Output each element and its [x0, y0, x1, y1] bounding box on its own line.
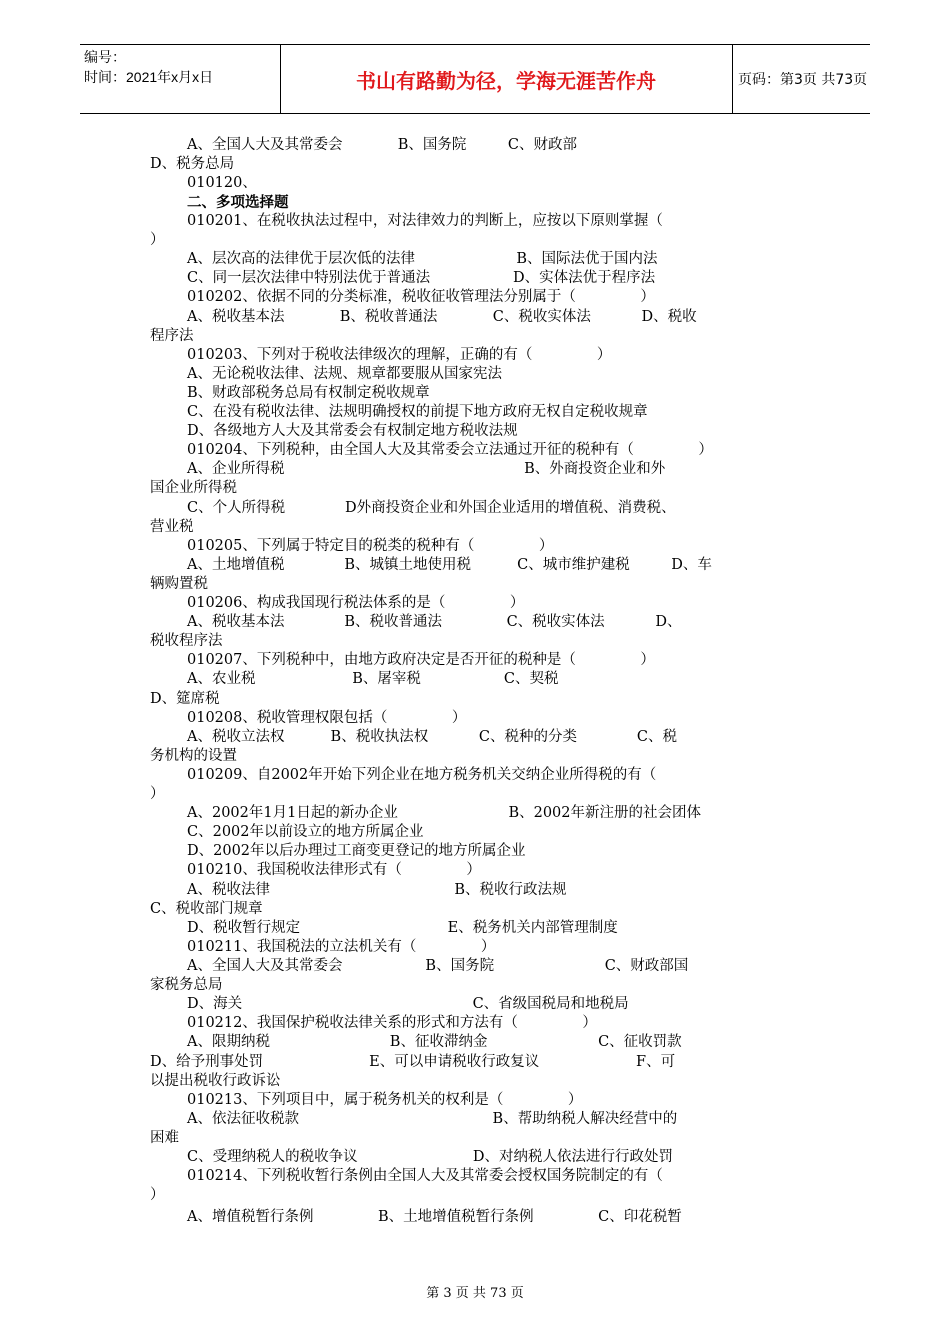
document-number-label: 编号：	[84, 49, 126, 65]
option-line: A、税收基本法 B、税收普通法 C、税收实体法 D、税收	[187, 309, 697, 325]
question-line: 010209、自2002年开始下列企业在地方税务机关交纳企业所得税的有（	[187, 767, 657, 783]
option-line: A、税收法律 B、税收行政法规	[187, 882, 567, 898]
question-line: 010210、我国税收法律形式有（ ）	[187, 862, 481, 878]
page-footer: 第 3 页 共 73 页	[426, 1286, 524, 1301]
option-line: C、在没有税收法律、法规明确授权的前提下地方政府无权自定税收规章	[187, 404, 648, 420]
option-line: D、税收暂行规定 E、税务机关内部管理制度	[187, 920, 618, 936]
header-motto: 书山有路勤为径，学海无涯苦作舟	[356, 68, 656, 93]
option-line: C、同一层次法律中特别法优于普通法 D、实体法优于程序法	[187, 270, 656, 286]
question-line: ）	[150, 786, 165, 802]
question-line: 010214、下列税收暂行条例由全国人大及其常委会授权国务院制定的有（	[187, 1168, 663, 1184]
question-line: 010203、下列对于税收法律级次的理解，正确的有（ ）	[187, 347, 612, 363]
option-line: 以提出税收行政诉讼	[150, 1073, 281, 1089]
option-line: D、给予刑事处罚 E、可以申请税收行政复议 F、可	[150, 1054, 676, 1070]
header-meta	[84, 47, 280, 87]
option-line: A、税收立法权 B、税收执法权 C、税种的分类 C、税	[187, 729, 678, 745]
option-line: A、无论税收法律、法规、规章都要服从国家宪法	[187, 366, 502, 382]
option-line: 营业税	[150, 519, 194, 535]
option-line: A、全国人大及其常委会 B、国务院 C、财政部	[187, 137, 578, 153]
question-line: 010204、下列税种，由全国人大及其常委会立法通过开征的税种有（ ）	[187, 442, 713, 458]
option-line: 家税务总局	[150, 977, 223, 993]
question-line: 010211、我国税法的立法机关有（ ）	[187, 939, 496, 955]
option-line: A、农业税 B、屠宰税 C、契税	[187, 671, 559, 687]
option-line: A、层次高的法律优于层次低的法律 B、国际法优于国内法	[187, 251, 658, 267]
question-line: 010120、	[187, 175, 257, 191]
question-line: 010206、构成我国现行税法体系的是（ ）	[187, 595, 525, 611]
option-line: D、海关 C、省级国税局和地税局	[187, 996, 629, 1012]
option-line: A、全国人大及其常委会 B、国务院 C、财政部国	[187, 958, 689, 974]
question-line: 010208、税收管理权限包括（ ）	[187, 710, 467, 726]
option-line: B、财政部税务总局有权制定税收规章	[187, 385, 430, 401]
option-line: D、税务总局	[150, 156, 235, 172]
option-line: C、税收部门规章	[150, 901, 263, 917]
option-line: D、2002年以后办理过工商变更登记的地方所属企业	[187, 843, 526, 859]
option-line: D、各级地方人大及其常委会有权制定地方税收法规	[187, 423, 518, 439]
question-line: 010213、下列项目中，属于税务机关的权利是（ ）	[187, 1092, 583, 1108]
question-line: 010212、我国保护税收法律关系的形式和方法有（ ）	[187, 1015, 597, 1031]
option-line: 困难	[150, 1130, 179, 1146]
page-header	[80, 44, 870, 114]
header-divider	[732, 45, 733, 113]
option-line: C、2002年以前设立的地方所属企业	[187, 824, 424, 840]
question-line: 010201、在税收执法过程中，对法律效力的判断上，应按以下原则掌握（	[187, 213, 663, 229]
option-line: A、依法征收税款 B、帮助纳税人解决经营中的	[187, 1111, 678, 1127]
question-line: 010202、依据不同的分类标准，税收征收管理法分别属于（ ）	[187, 289, 655, 305]
option-line: 程序法	[150, 328, 194, 344]
question-line: 010205、下列属于特定目的税类的税种有（ ）	[187, 538, 554, 554]
document-time-label: 时间：2021年x月x日	[84, 69, 214, 85]
question-line: 010207、下列税种中，由地方政府决定是否开征的税种是（ ）	[187, 652, 655, 668]
option-line: 辆购置税	[150, 576, 208, 592]
option-line: A、2002年1月1日起的新办企业 B、2002年新注册的社会团体	[187, 805, 701, 821]
option-line: 税收程序法	[150, 633, 223, 649]
option-line: A、企业所得税 B、外商投资企业和外	[187, 461, 666, 477]
section-heading: 二、多项选择题	[187, 194, 289, 211]
question-line: ）	[150, 232, 165, 248]
option-line: 国企业所得税	[150, 480, 237, 496]
question-line: ）	[150, 1187, 165, 1203]
option-line: 务机构的设置	[150, 748, 237, 764]
option-line: A、税收基本法 B、税收普通法 C、税收实体法 D、	[187, 614, 682, 630]
option-line: D、筵席税	[150, 691, 220, 707]
option-line: A、土地增值税 B、城镇土地使用税 C、城市维护建税 D、车	[187, 557, 712, 573]
header-page-info: 页码：第3页 共73页	[738, 72, 868, 88]
option-line: A、增值税暂行条例 B、土地增值税暂行条例 C、印花税暂	[187, 1209, 682, 1225]
option-line: C、个人所得税 D外商投资企业和外国企业适用的增值税、消费税、	[187, 500, 676, 516]
option-line: C、受理纳税人的税收争议 D、对纳税人依法进行行政处罚	[187, 1149, 673, 1165]
option-line: A、限期纳税 B、征收滞纳金 C、征收罚款	[187, 1034, 682, 1050]
